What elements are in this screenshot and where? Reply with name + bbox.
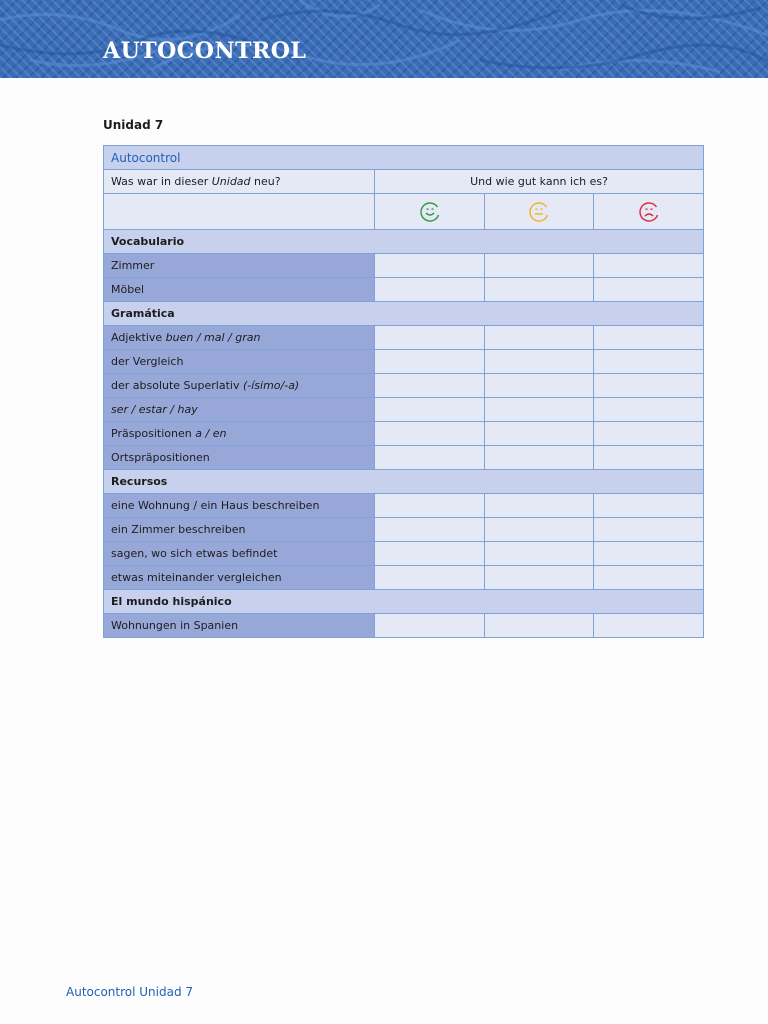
page-footer: Autocontrol Unidad 7 xyxy=(66,985,194,999)
rating-cell-neutral[interactable] xyxy=(485,566,594,590)
item-label xyxy=(104,422,375,446)
rating-cell-happy[interactable] xyxy=(375,422,485,446)
rating-cell-sad[interactable] xyxy=(594,278,704,302)
table-row xyxy=(104,446,704,470)
rating-cell-neutral[interactable] xyxy=(485,518,594,542)
table-row xyxy=(104,614,704,638)
table-header-row xyxy=(104,170,704,194)
column-header-rating: Und wie gut kann ich es? xyxy=(375,170,704,194)
item-label-em: buen / mal / gran xyxy=(165,331,261,344)
item-label-pre: Wohnungen in Spanien xyxy=(111,619,239,632)
section-label: Gramática xyxy=(104,302,704,326)
rating-cell-sad[interactable] xyxy=(594,566,704,590)
rating-cell-happy[interactable] xyxy=(375,566,485,590)
column-header-question xyxy=(104,170,375,194)
item-label-pre: ein Zimmer beschreiben xyxy=(111,523,246,536)
item-label-pre: eine Wohnung / ein Haus beschreiben xyxy=(111,499,320,512)
table-row xyxy=(104,398,704,422)
rating-column-neutral xyxy=(485,194,594,230)
rating-cell-happy[interactable] xyxy=(375,494,485,518)
rating-cell-sad[interactable] xyxy=(594,254,704,278)
neutral-face-icon xyxy=(527,200,551,224)
rating-cell-happy[interactable] xyxy=(375,278,485,302)
item-label xyxy=(104,374,375,398)
rating-cell-happy[interactable] xyxy=(375,398,485,422)
item-label xyxy=(104,326,375,350)
table-row xyxy=(104,422,704,446)
rating-cell-sad[interactable] xyxy=(594,542,704,566)
header-banner xyxy=(0,0,768,78)
rating-cell-neutral[interactable] xyxy=(485,494,594,518)
item-label-pre: Zimmer xyxy=(111,259,155,272)
rating-cell-happy[interactable] xyxy=(375,254,485,278)
item-label xyxy=(104,494,375,518)
item-label xyxy=(104,566,375,590)
rating-cell-neutral[interactable] xyxy=(485,278,594,302)
table-row xyxy=(104,278,704,302)
table-row xyxy=(104,494,704,518)
rating-cell-neutral[interactable] xyxy=(485,374,594,398)
section-label: Vocabulario xyxy=(104,230,704,254)
rating-cell-neutral[interactable] xyxy=(485,254,594,278)
rating-icon-row xyxy=(104,194,704,230)
rating-cell-neutral[interactable] xyxy=(485,398,594,422)
rating-cell-sad[interactable] xyxy=(594,374,704,398)
rating-cell-sad[interactable] xyxy=(594,518,704,542)
page-header-title: AUTOCONTROL xyxy=(103,38,307,64)
column-header-question-suffix: neu? xyxy=(250,175,281,188)
item-label-pre: Möbel xyxy=(111,283,145,296)
item-label xyxy=(104,254,375,278)
item-label xyxy=(104,446,375,470)
happy-face-icon xyxy=(418,200,442,224)
item-label-em: ser / estar / hay xyxy=(111,403,198,416)
rating-cell-neutral[interactable] xyxy=(485,326,594,350)
autocontrol-table xyxy=(103,145,704,638)
rating-cell-happy[interactable] xyxy=(375,326,485,350)
rating-icon-spacer xyxy=(104,194,375,230)
item-label-pre: Adjektive xyxy=(111,331,166,344)
table-title: Autocontrol xyxy=(104,146,704,170)
item-label-pre: der absolute Superlativ xyxy=(111,379,243,392)
rating-cell-neutral[interactable] xyxy=(485,350,594,374)
table-row xyxy=(104,566,704,590)
rating-cell-sad[interactable] xyxy=(594,326,704,350)
item-label xyxy=(104,518,375,542)
item-label-em: a / en xyxy=(195,427,227,440)
table-row xyxy=(104,518,704,542)
sad-face-icon xyxy=(637,200,661,224)
rating-cell-sad[interactable] xyxy=(594,614,704,638)
rating-column-happy xyxy=(375,194,485,230)
item-label-em: (-ísimo/-a) xyxy=(242,379,300,392)
column-header-question-emphasis: Unidad xyxy=(211,175,251,188)
table-row xyxy=(104,542,704,566)
rating-cell-happy[interactable] xyxy=(375,350,485,374)
section-label: El mundo hispánico xyxy=(104,590,704,614)
rating-cell-happy[interactable] xyxy=(375,374,485,398)
table-row xyxy=(104,350,704,374)
rating-cell-neutral[interactable] xyxy=(485,446,594,470)
rating-cell-sad[interactable] xyxy=(594,398,704,422)
item-label-pre: Ortspräpositionen xyxy=(111,451,210,464)
rating-cell-sad[interactable] xyxy=(594,446,704,470)
item-label xyxy=(104,542,375,566)
unit-heading: Unidad 7 xyxy=(103,118,164,132)
table-row xyxy=(104,374,704,398)
item-label-pre: Präspositionen xyxy=(111,427,196,440)
item-label-pre: etwas miteinander vergleichen xyxy=(111,571,282,584)
table-row xyxy=(104,254,704,278)
rating-cell-happy[interactable] xyxy=(375,542,485,566)
item-label xyxy=(104,278,375,302)
item-label xyxy=(104,614,375,638)
column-header-question-text: Was war in dieser xyxy=(111,175,212,188)
section-row xyxy=(104,470,704,494)
section-row xyxy=(104,302,704,326)
rating-cell-sad[interactable] xyxy=(594,494,704,518)
item-label xyxy=(104,350,375,374)
section-row xyxy=(104,590,704,614)
section-label: Recursos xyxy=(104,470,704,494)
rating-cell-neutral[interactable] xyxy=(485,542,594,566)
rating-cell-happy[interactable] xyxy=(375,518,485,542)
rating-column-sad xyxy=(594,194,704,230)
table-row xyxy=(104,326,704,350)
rating-cell-happy[interactable] xyxy=(375,446,485,470)
rating-cell-sad[interactable] xyxy=(594,422,704,446)
rating-cell-neutral[interactable] xyxy=(485,422,594,446)
rating-cell-sad[interactable] xyxy=(594,350,704,374)
section-row xyxy=(104,230,704,254)
rating-cell-happy[interactable] xyxy=(375,614,485,638)
item-label xyxy=(104,398,375,422)
item-label-pre: der Vergleich xyxy=(111,355,184,368)
table-title-row xyxy=(104,146,704,170)
rating-cell-neutral[interactable] xyxy=(485,614,594,638)
item-label-pre: sagen, wo sich etwas befindet xyxy=(111,547,278,560)
